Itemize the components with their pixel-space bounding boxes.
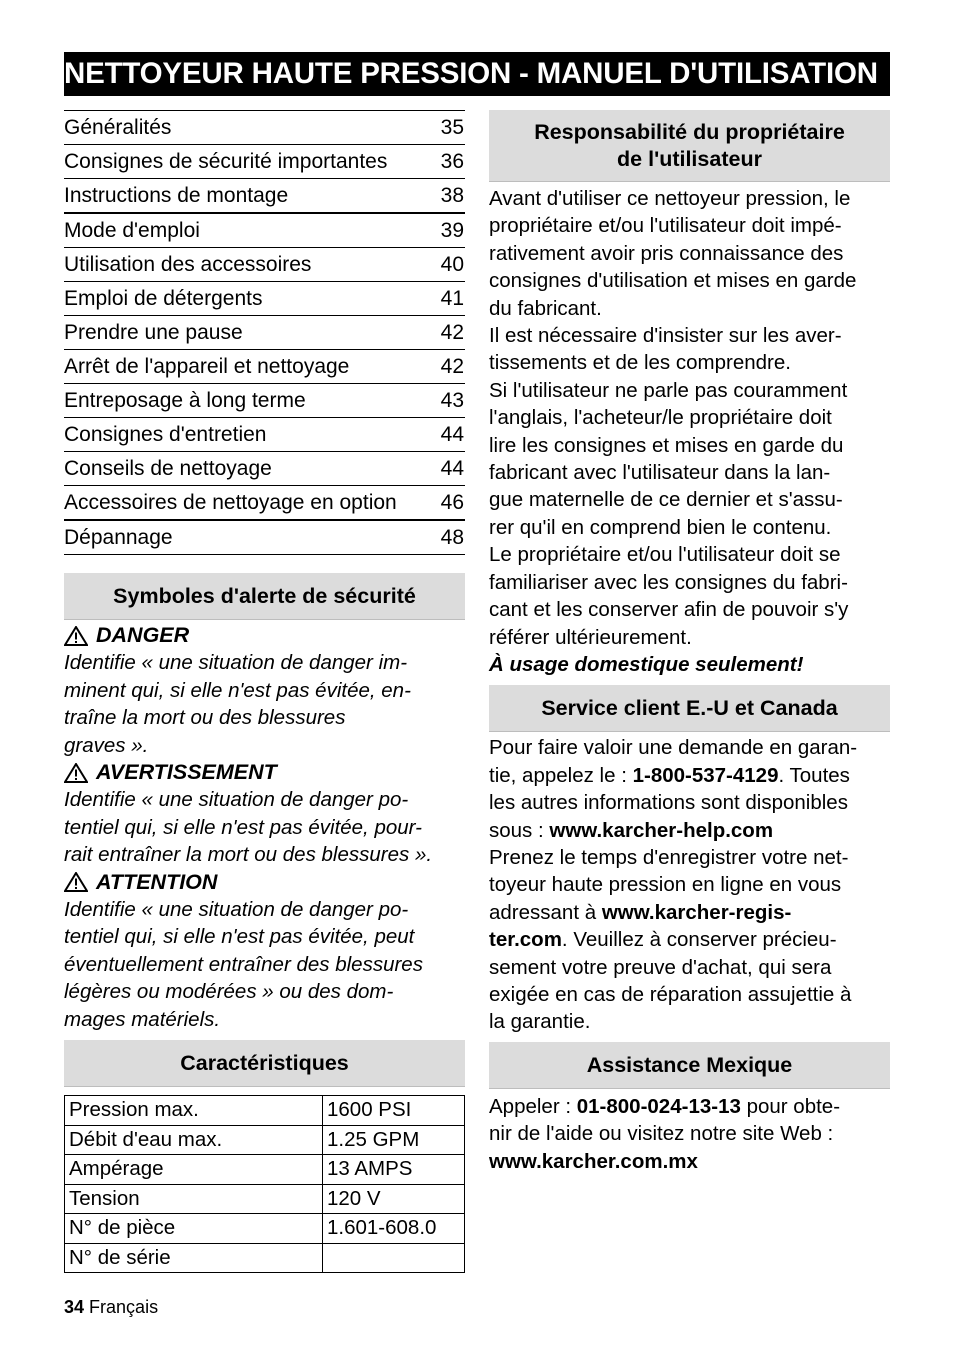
- danger-label: DANGER: [96, 623, 190, 647]
- specifications-heading: Caractéristiques: [64, 1040, 465, 1087]
- spec-label: Ampérage: [65, 1155, 323, 1185]
- toc-entry: [64, 179, 465, 214]
- registration-website: www.karcher-regis-: [601, 900, 792, 924]
- toc-entry: [64, 418, 465, 452]
- toc-entry-label: Entreposage à long terme: [64, 388, 306, 412]
- toc-entry-page: 48: [440, 525, 464, 549]
- owner-responsibility-text: [489, 182, 890, 651]
- toc-entry-page: 42: [440, 354, 464, 378]
- warning-label: AVERTISSEMENT: [96, 760, 277, 785]
- toc-entry: [64, 521, 465, 555]
- toc-entry-page: 40: [440, 252, 464, 276]
- toc-entry-label: Dépannage: [64, 525, 173, 549]
- page-footer: [64, 1297, 158, 1318]
- toc-entry-label: Arrêt de l'appareil et nettoyage: [64, 354, 350, 378]
- mexico-assistance-heading: Assistance Mexique: [489, 1042, 890, 1089]
- spec-label: Débit d'eau max.: [65, 1125, 323, 1155]
- spec-label: N° de série: [65, 1243, 323, 1273]
- warning-triangle-icon: [64, 626, 88, 646]
- toc-entry-page: 46: [440, 490, 464, 514]
- toc-entry-page: 43: [440, 388, 464, 412]
- text-line: référer ultérieurement.: [489, 625, 692, 649]
- toc-entry-label: Accessoires de nettoyage en option: [64, 490, 397, 514]
- text-line: lire les consignes et mises en garde du: [489, 433, 844, 457]
- text-line: du fabricant.: [489, 296, 602, 320]
- specs-row: [65, 1214, 465, 1244]
- toc-entry-label: Consignes d'entretien: [64, 422, 267, 446]
- toc-entry: [64, 248, 465, 282]
- toc-entry: [64, 145, 465, 179]
- service-phone: 1-800-537-4129: [632, 763, 779, 787]
- customer-service-text: Pour faire valoir une demande en garan- tie, appelez le : 1-800-537-4129. Toutes les autres informations sont disponibles sous : www.karcher-help.com Prenez le temps d'enregistrer votre net- toyeur haute pression en ligne en vous adressant à www.karcher-regis- ter.com. Veuillez à conserver précieu- sement votre preuve d'achat, qui sera exigée en cas de réparation assujettie à la garantie.: [489, 736, 858, 1034]
- toc-entry: [64, 384, 465, 418]
- warning-triangle-icon: [64, 872, 88, 892]
- danger-title: [64, 622, 465, 649]
- text-line: cant et les conserver afin de pouvoir s'y: [489, 598, 849, 622]
- text-line: rativement avoir pris connaissance des: [489, 241, 844, 265]
- specs-row: [65, 1184, 465, 1214]
- warning-triangle-icon: [64, 763, 88, 783]
- spec-label: Tension: [65, 1184, 323, 1214]
- warning-description: Identifie « une situation de danger po- tentiel qui, si elle n'est pas évitée, pour- rait entraîner la mort ou des blessures ».: [64, 788, 433, 867]
- toc-entry: [64, 316, 465, 350]
- toc-entry: [64, 282, 465, 316]
- specs-row: [65, 1243, 465, 1273]
- spec-value: 1.25 GPM: [323, 1125, 465, 1155]
- toc-entry-page: 42: [440, 320, 464, 344]
- spec-label: Pression max.: [65, 1096, 323, 1126]
- specs-row: [65, 1096, 465, 1126]
- text-line: Si l'utilisateur ne parle pas couramment: [489, 378, 848, 402]
- spec-value: [323, 1243, 465, 1273]
- left-column: [64, 110, 465, 1273]
- owner-responsibility-heading: Responsabilité du propriétaire de l'utilisateur: [489, 110, 890, 182]
- table-of-contents: [64, 110, 465, 555]
- toc-entry-label: Emploi de détergents: [64, 286, 263, 310]
- toc-entry-label: Instructions de montage: [64, 183, 289, 207]
- toc-entry: [64, 452, 465, 486]
- mexico-phone: 01-800-024-13-13: [576, 1094, 741, 1118]
- text-line: familiariser avec les consignes du fabri-: [489, 570, 848, 594]
- toc-entry-label: Utilisation des accessoires: [64, 252, 312, 276]
- text-line: rer qu'il en comprend bien le contenu.: [489, 515, 832, 539]
- caution-label: ATTENTION: [96, 869, 218, 894]
- help-website: www.karcher-help.com: [549, 818, 774, 842]
- mexico-website: www.karcher.com.mx: [489, 1149, 698, 1173]
- caution-title: [64, 869, 465, 896]
- spec-value: 1600 PSI: [323, 1096, 465, 1126]
- toc-entry-page: 39: [440, 218, 464, 242]
- text-line: Le propriétaire et/ou l'utilisateur doit se: [489, 543, 841, 567]
- text-line: gue maternelle de ce dernier et s'assu-: [489, 488, 843, 512]
- toc-entry-page: 44: [440, 456, 464, 480]
- customer-service-heading: Service client E.-U et Canada: [489, 685, 890, 732]
- toc-entry: [64, 486, 465, 521]
- toc-entry-page: 41: [440, 286, 464, 310]
- footer-language: Français: [89, 1297, 159, 1317]
- toc-entry-label: Mode d'emploi: [64, 218, 200, 242]
- warning-title: [64, 759, 465, 786]
- toc-entry: [64, 214, 465, 248]
- domestic-use-note: À usage domestique seulement!: [489, 652, 804, 676]
- safety-symbols-heading: Symboles d'alerte de sécurité: [64, 573, 465, 620]
- spec-value: 120 V: [323, 1184, 465, 1214]
- spec-value: 1.601-608.0: [323, 1214, 465, 1244]
- spec-label: N° de pièce: [65, 1214, 323, 1244]
- toc-entry-label: Généralités: [64, 115, 172, 139]
- toc-entry-label: Prendre une pause: [64, 320, 243, 344]
- toc-entry-label: Conseils de nettoyage: [64, 456, 272, 480]
- caution-description: Identifie « une situation de danger po- tentiel qui, si elle n'est pas évitée, peut éventuellement entraîner des blessures légères ou modérées » ou des dom- mages matériels.: [64, 898, 423, 1031]
- toc-entry-page: 44: [440, 422, 464, 446]
- mexico-assistance-text: Appeler : 01-800-024-13-13 pour obte- nir de l'aide ou visitez notre site Web : www.karcher.com.mx: [489, 1094, 841, 1173]
- specifications-table: [64, 1095, 465, 1273]
- text-line: propriétaire et/ou l'utilisateur doit impé-: [489, 214, 842, 238]
- toc-entry-page: 36: [440, 149, 464, 173]
- spec-value: 13 AMPS: [323, 1155, 465, 1185]
- toc-entry-page: 35: [440, 115, 464, 139]
- page-number: 34: [64, 1297, 85, 1317]
- text-line: l'anglais, l'acheteur/le propriétaire doit: [489, 406, 832, 430]
- text-line: tissements et de les comprendre.: [489, 351, 791, 375]
- specs-row: [65, 1155, 465, 1185]
- page-title: NETTOYEUR HAUTE PRESSION - MANUEL D'UTILISATION: [64, 52, 890, 96]
- text-line: consignes d'utilisation et mises en garde: [489, 269, 857, 293]
- text-line: fabricant avec l'utilisateur dans la lan-: [489, 461, 831, 485]
- toc-entry: [64, 111, 465, 145]
- toc-entry: [64, 350, 465, 384]
- text-line: Avant d'utiliser ce nettoyeur pression, le: [489, 187, 851, 210]
- specs-row: [65, 1125, 465, 1155]
- right-column: [489, 110, 890, 1175]
- toc-entry-label: Consignes de sécurité importantes: [64, 149, 388, 173]
- text-line: Il est nécessaire d'insister sur les aver-: [489, 324, 842, 348]
- toc-entry-page: 38: [440, 183, 464, 207]
- danger-description: Identifie « une situation de danger im- minent qui, si elle n'est pas évitée, en- traîne la mort ou des blessures graves ».: [64, 651, 411, 757]
